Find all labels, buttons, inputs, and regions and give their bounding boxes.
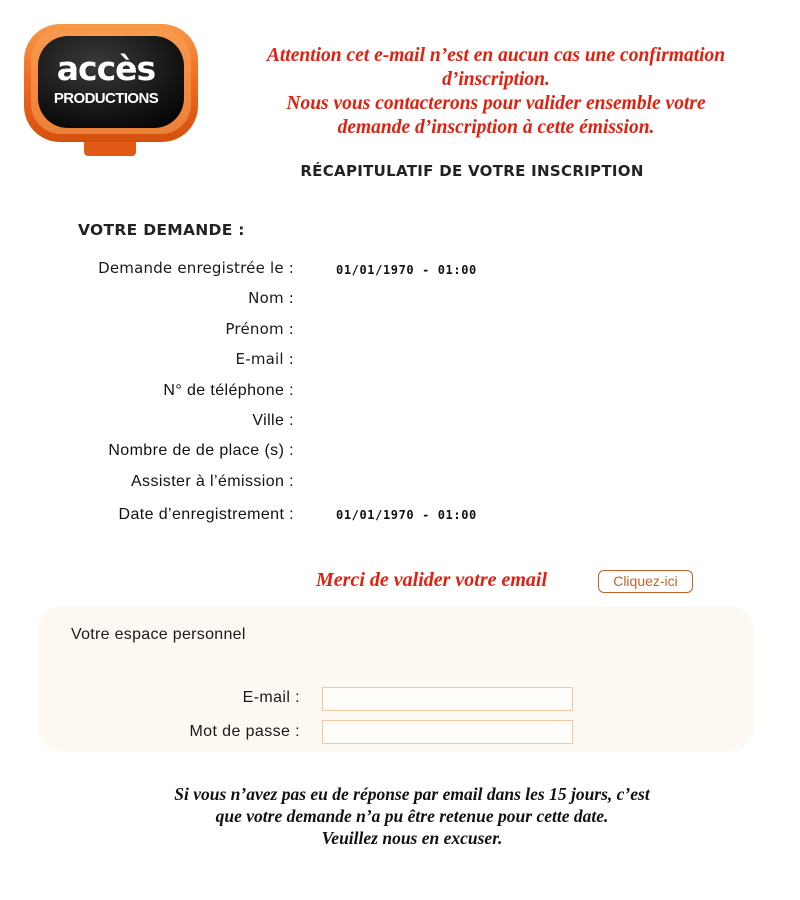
footer-note <box>100 783 724 849</box>
validate-email-message: Merci de valider votre email <box>316 569 548 591</box>
acces-productions-logo <box>22 22 202 162</box>
demande-heading: VOTRE DEMANDE : <box>78 221 245 239</box>
field-value-registered-on: 01/01/1970 - 01:00 <box>336 263 477 277</box>
field-label-last-name: Nom : <box>248 289 294 307</box>
personal-space-title: Votre espace personnel <box>71 626 246 643</box>
warning-line: d’inscription. <box>442 69 550 90</box>
field-value-registration-date: 01/01/1970 - 01:00 <box>336 508 477 522</box>
footer-note-line: Si vous n’avez pas eu de réponse par email dans les 15 jours, c’est <box>174 784 650 804</box>
field-label-email: E-mail : <box>235 350 294 368</box>
field-label-seats: Nombre de de place (s) : <box>108 442 294 459</box>
validate-email-button[interactable]: Cliquez-ici <box>598 570 693 593</box>
login-email-input[interactable] <box>322 687 573 711</box>
warning-message <box>224 44 768 140</box>
recap-title: RÉCAPITULATIF DE VOTRE INSCRIPTION <box>300 162 644 180</box>
login-password-label: Mot de passe : <box>189 723 300 740</box>
login-email-label: E-mail : <box>242 689 300 706</box>
field-label-registered-on: Demande enregistrée le : <box>98 259 294 277</box>
logo-text-productions: PRODUCTIONS <box>53 90 159 107</box>
warning-line: demande d’inscription à cette émission. <box>337 117 655 138</box>
field-label-city: Ville : <box>252 412 294 429</box>
logo-text-acces: accès <box>56 49 156 88</box>
field-label-registration-date: Date d’enregistrement : <box>118 506 294 523</box>
field-label-attend-show: Assister à l’émission : <box>130 473 294 490</box>
warning-line: Nous vous contacterons pour valider ensemble votre <box>286 93 706 114</box>
field-label-phone: N° de téléphone : <box>163 382 294 399</box>
footer-note-line: que votre demande n’a pu être retenue pour cette date. <box>215 806 609 826</box>
login-password-input[interactable] <box>322 720 573 744</box>
warning-line: Attention cet e-mail n’est en aucun cas une confirmation <box>266 45 726 66</box>
footer-note-line: Veuillez nous en excuser. <box>321 828 503 848</box>
field-label-first-name: Prénom : <box>225 320 294 338</box>
